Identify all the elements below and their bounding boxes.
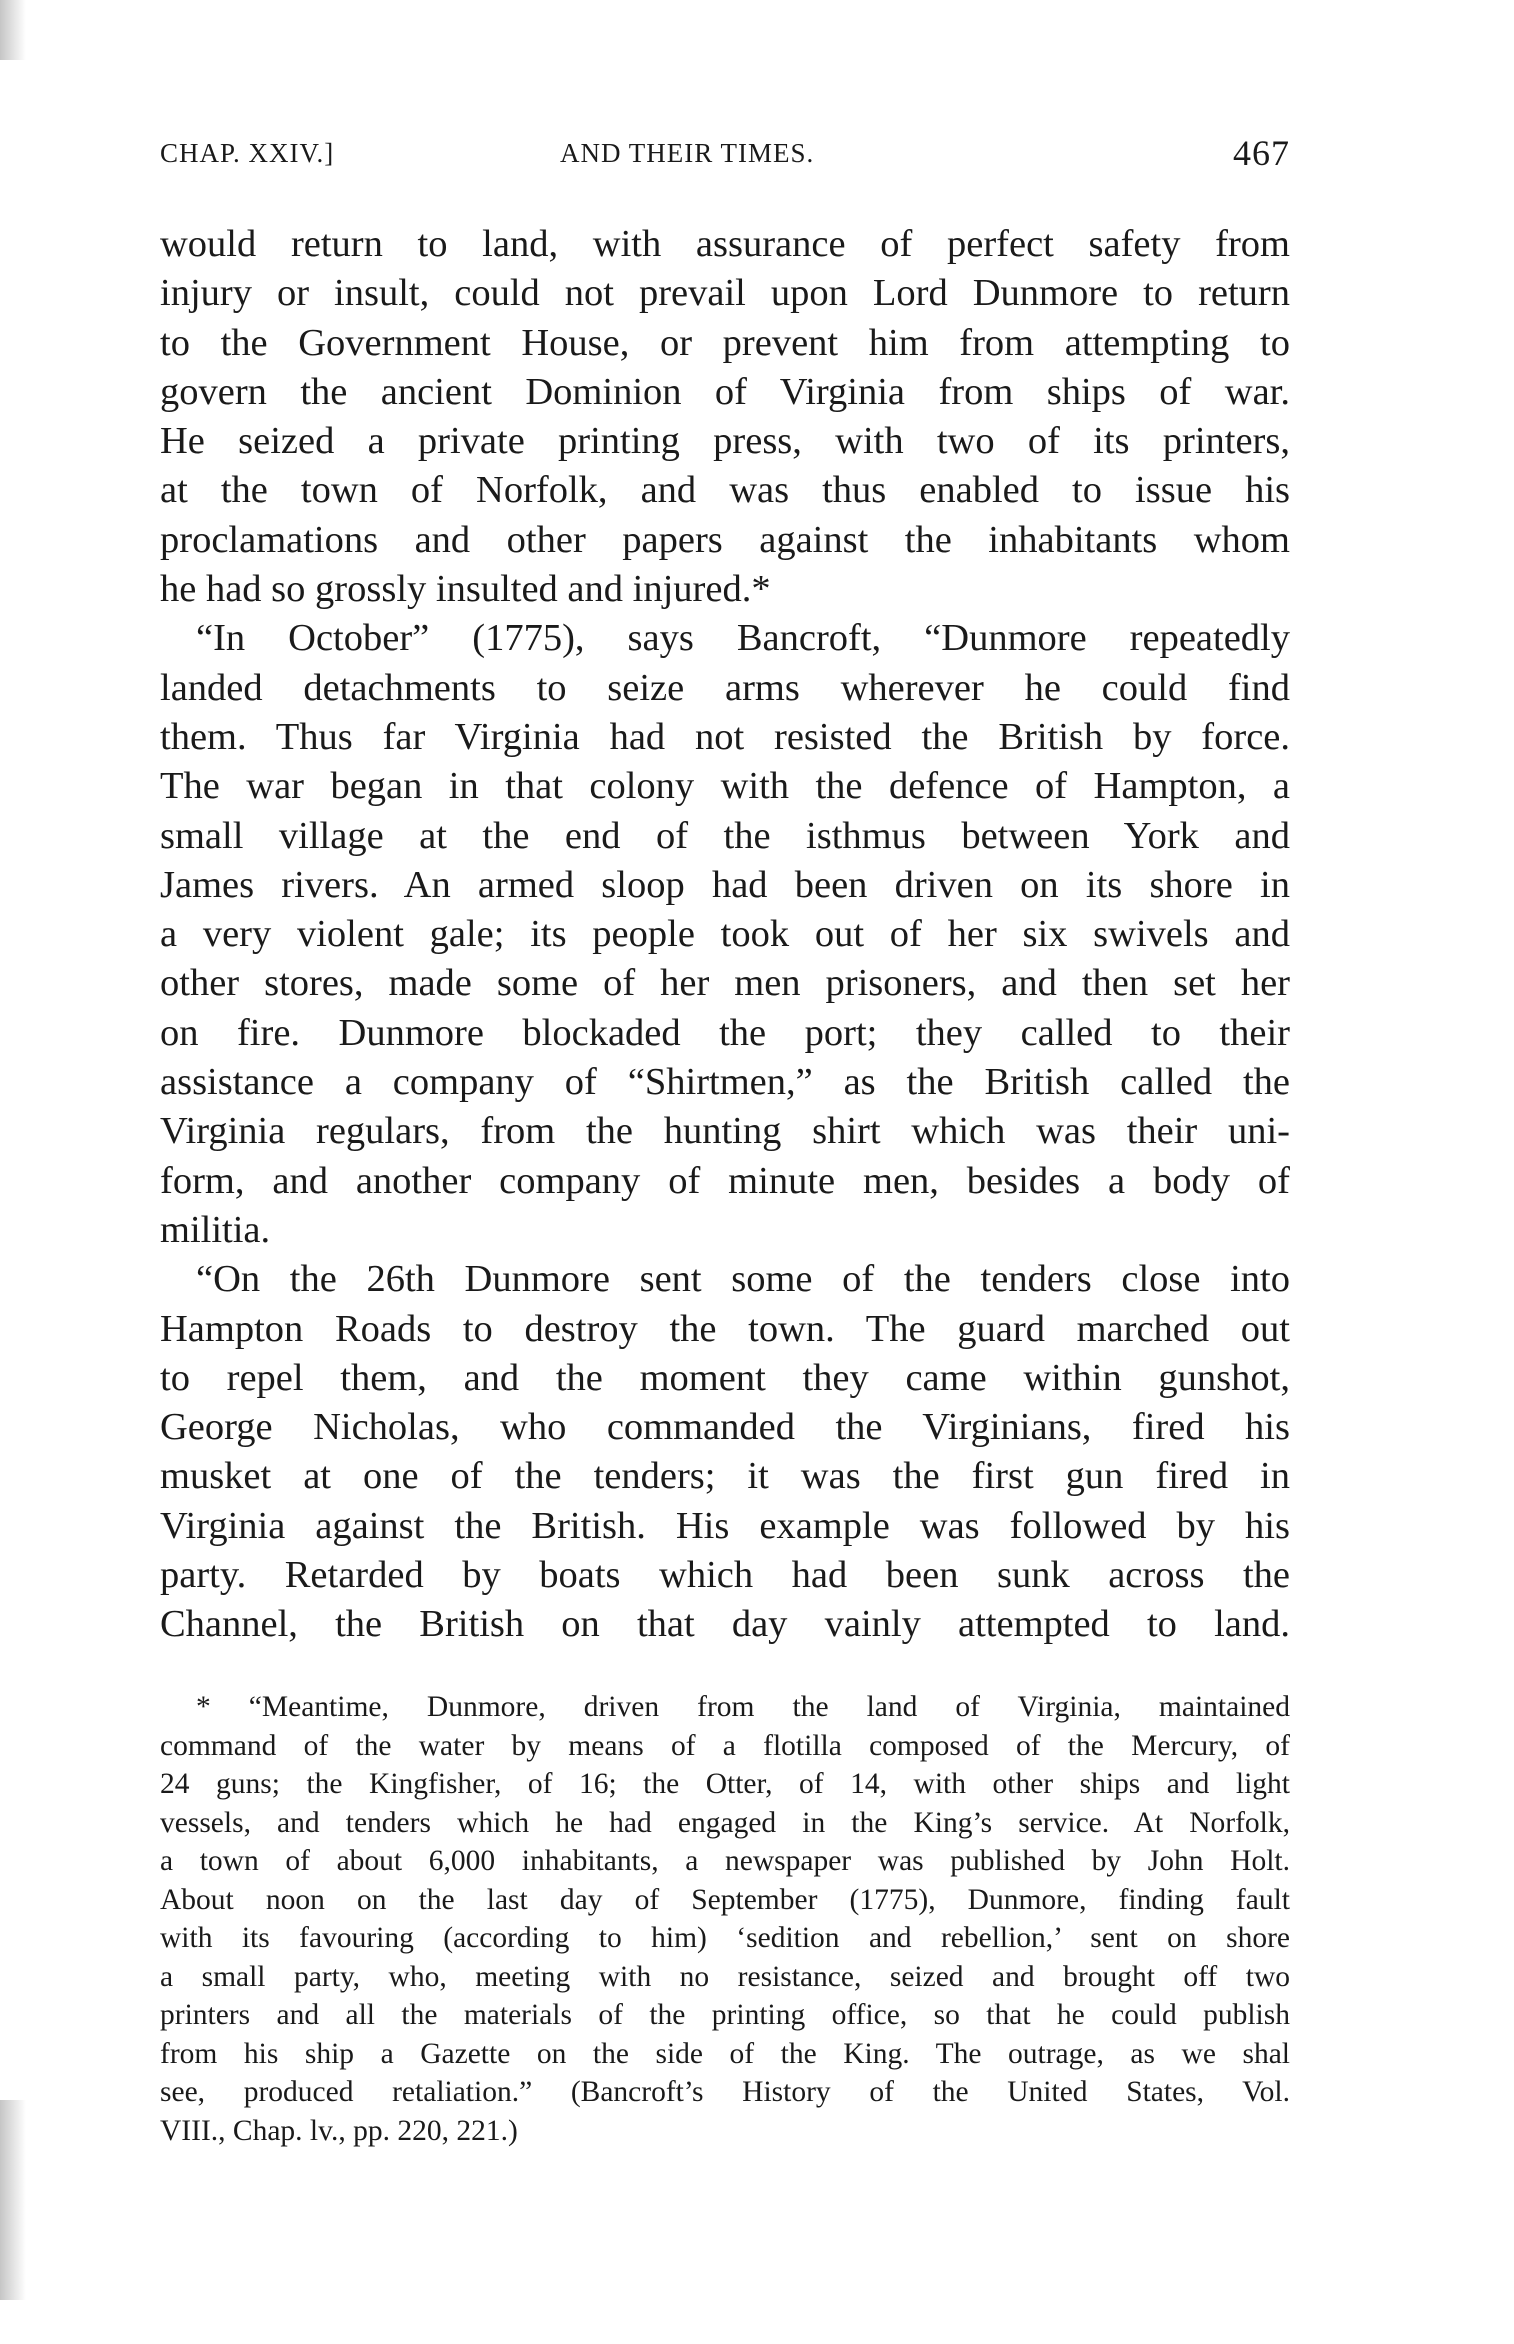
text-line: on fire. Dunmore blockaded the port; they called to their xyxy=(160,1011,1290,1054)
text-line: militia. xyxy=(160,1208,271,1251)
text-line: proclamations and other papers against the inhabitants whom xyxy=(160,518,1290,561)
footnote-line: 24 guns; the Kingfisher, of 16; the Otter, of 14, with other ships and light xyxy=(160,1768,1290,1800)
text-line: a very violent gale; its people took out of her six swivels and xyxy=(160,913,1290,956)
footnote-line: with its favouring (according to him) ‘sedition and rebellion,’ sent on shore xyxy=(160,1922,1290,1954)
text-line: Virginia against the British. His example was followed by his xyxy=(160,1504,1290,1547)
text-line: them. Thus far Virginia had not resisted the British by force. xyxy=(160,715,1290,758)
main-text xyxy=(160,220,1290,1650)
text-line: to repel them, and the moment they came within gunshot, xyxy=(160,1356,1290,1399)
text-line: musket at one of the tenders; it was the first gun fired in xyxy=(160,1455,1290,1498)
chapter-label: CHAP. XXIV.] xyxy=(160,138,335,168)
footnote-line: from his ship a Gazette on the side of the King. The outrage, as we shal xyxy=(160,2037,1290,2070)
footnote-line: see, produced retaliation.” (Bancroft’s History of the United States, Vol. xyxy=(160,2076,1290,2108)
text-line: James rivers. An armed sloop had been driven on its shore in xyxy=(160,863,1290,906)
text-line: He seized a private printing press, with two of its printers, xyxy=(160,420,1290,463)
footnote-line: VIII., Chap. lv., pp. 220, 221.) xyxy=(160,2114,518,2147)
footnote-line: vessels, and tenders which he had engaged in the King’s service. At Norfolk, xyxy=(160,1806,1290,1839)
footnote-line: * “Meantime, Dunmore, driven from the land of Virginia, maintained xyxy=(196,1691,1290,1723)
text-line: he had so grossly insulted and injured.* xyxy=(160,568,771,611)
text-line: injury or insult, could not prevail upon Lord Dunmore to return xyxy=(160,272,1290,315)
page-number: 467 xyxy=(1233,133,1290,173)
footnote-line: a town of about 6,000 inhabitants, a newspaper was published by John Holt. xyxy=(160,1845,1290,1877)
text-line: small village at the end of the isthmus between York and xyxy=(160,814,1290,857)
footnote-line: printers and all the materials of the printing office, so that he could publish xyxy=(160,1999,1290,2031)
text-line: George Nicholas, who commanded the Virginians, fired his xyxy=(160,1406,1290,1449)
footnote-line: a small party, who, meeting with no resistance, seized and brought off two xyxy=(160,1960,1290,1993)
text-line: Virginia regulars, from the hunting shirt which was their uni- xyxy=(160,1110,1290,1153)
text-line: other stores, made some of her men prisoners, and then set her xyxy=(160,962,1290,1005)
text-line: party. Retarded by boats which had been sunk across the xyxy=(160,1554,1290,1597)
text-line: Hampton Roads to destroy the town. The guard marched out xyxy=(160,1307,1290,1350)
scan-edge-shadow-bottom xyxy=(0,2100,26,2300)
text-line: “On the 26th Dunmore sent some of the tenders close into xyxy=(196,1258,1290,1301)
text-line: assistance a company of “Shirtmen,” as the British called the xyxy=(160,1061,1290,1104)
running-title: AND THEIR TIMES. xyxy=(560,138,815,168)
running-header xyxy=(160,133,1310,178)
text-line: at the town of Norfolk, and was thus enabled to issue his xyxy=(160,469,1290,512)
text-line: govern the ancient Dominion of Virginia from ships of war. xyxy=(160,370,1290,413)
footnote-line: command of the water by means of a flotilla composed of the Mercury, of xyxy=(160,1729,1290,1762)
text-line: The war began in that colony with the defence of Hampton, a xyxy=(160,765,1290,808)
text-line: would return to land, with assurance of perfect safety from xyxy=(160,223,1290,265)
text-line: form, and another company of minute men, besides a body of xyxy=(160,1159,1290,1202)
text-line: to the Government House, or prevent him from attempting to xyxy=(160,321,1290,364)
text-line: “In October” (1775), says Bancroft, “Dunmore repeatedly xyxy=(196,617,1290,660)
scan-edge-shadow-top xyxy=(0,0,26,60)
footnote-line: About noon on the last day of September (1775), Dunmore, finding fault xyxy=(160,1883,1290,1916)
text-line: landed detachments to seize arms wherever he could find xyxy=(160,666,1290,709)
footnote xyxy=(160,1688,1290,2150)
text-line: Channel, the British on that day vainly attempted to land. xyxy=(160,1603,1290,1646)
